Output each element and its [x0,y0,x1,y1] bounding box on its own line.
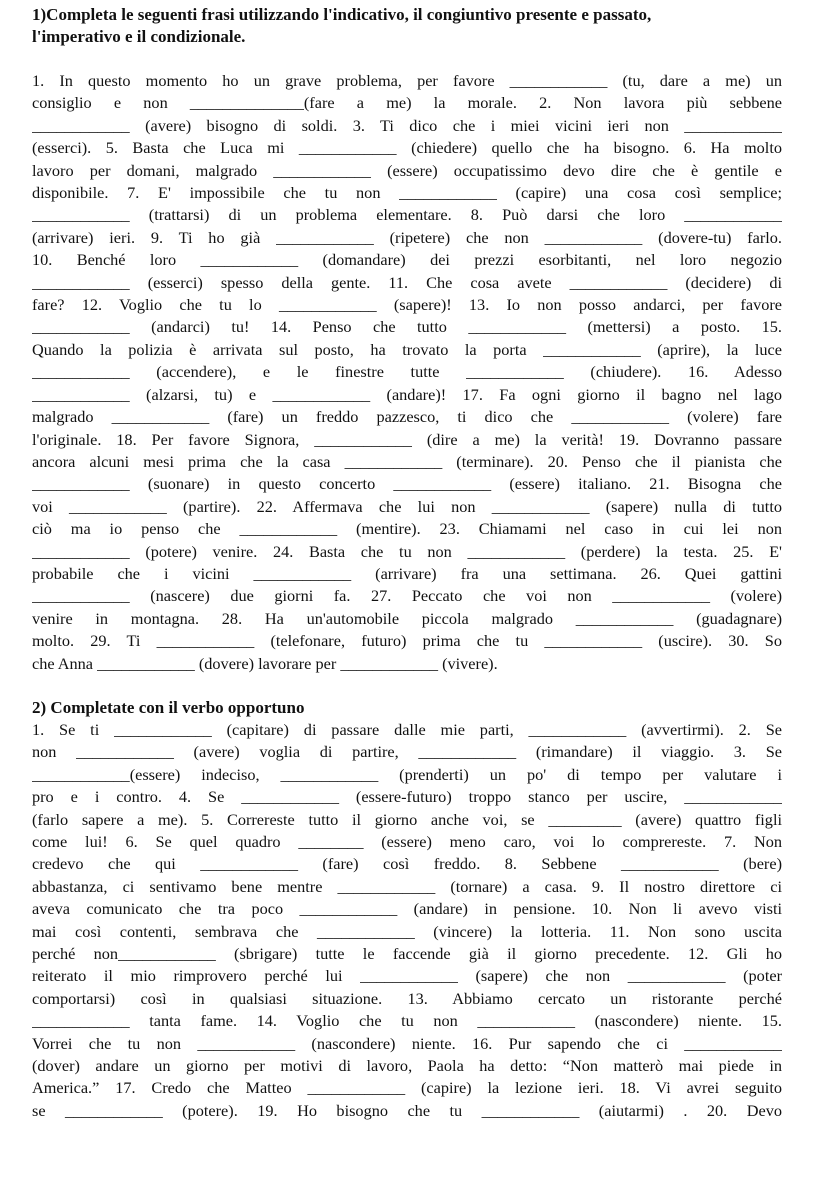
exercise-line: disponibile. 7. E' impossibile che tu non ____________ (capire) una cosa così semplice; [32,183,782,203]
exercise-line: 10. Benché loro ____________ (domandare) dei prezzi esorbitanti, nel loro negozio [32,250,782,270]
exercise-line: malgrado ____________ (fare) un freddo pazzesco, ti dico che ____________ (volere) fare [32,407,782,427]
exercise-line: molto. 29. Ti ____________ (telefonare, futuro) prima che tu ____________ (uscire). 30. So [32,631,782,651]
exercise-line: 1. In questo momento ho un grave problema, per favore ____________ (tu, dare a me) un [32,71,782,90]
exercise-line: (dover) andare un giorno per motivi di lavoro, Paola ha detto: “Non matterò mai piede in [32,1056,782,1076]
exercise-line: ____________ (suonare) in questo concerto ____________ (essere) italiano. 21. Bisogna che [32,474,782,494]
exercise-line: non ____________ (avere) voglia di partire, ____________ (rimandare) il viaggio. 3. Se [32,742,782,762]
exercise-line: l'originale. 18. Per favore Signora, ____________ (dire a me) la verità! 19. Dovranno passare [32,429,782,449]
exercise-line: Quando la polizia è arrivata sul posto, ha trovato la porta ____________ (aprire), la luce [32,339,782,359]
exercise-line: come lui! 6. Se quel quadro ________ (essere) meno caro, voi lo comprereste. 7. Non [32,832,782,851]
exercise-line: ____________(essere) indeciso, ____________ (prenderti) un po' di tempo per valutare i [32,764,782,784]
exercise-line: reiterato il mio rimprovero perché lui ____________ (sapere) che non ____________ (poter [32,966,782,986]
exercise-line: ciò ma io penso che ____________ (mentire). 23. Chiamami nel caso in cui lei non [32,519,782,539]
exercise-line: pro e i contro. 4. Se ____________ (essere-futuro) troppo stanco per uscire, ____________ [32,787,782,807]
exercise-line: ____________ (alzarsi, tu) e ____________ (andare)! 17. Fa ogni giorno il bagno nel lago [32,384,782,404]
exercise-line: ____________ (accendere), e le finestre tutte ____________ (chiudere). 16. Adesso [32,362,782,382]
exercise-line: ____________ (andarci) tu! 14. Penso che tutto ____________ (mettersi) a posto. 15. [32,317,782,337]
section-1-exercise-text [32,70,782,675]
exercise-line: probabile che i vicini ____________ (arrivare) fra una settimana. 26. Quei gattini [32,563,782,583]
exercise-line: abbastanza, ci sentivamo bene mentre ____________ (tornare) a casa. 9. Il nostro direttore ci [32,876,782,896]
exercise-line: consiglio e non ______________(fare a me) la morale. 2. Non lavora più sebbene [32,93,782,113]
exercise-line: aveva comunicato che tra poco ____________ (andare) in pensione. 10. Non li avevo visti [32,899,782,919]
exercise-line: ____________ (esserci) spesso della gente. 11. Che cosa avete ____________ (decidere) di [32,272,782,292]
exercise-line: fare? 12. Voglio che tu lo ____________ (sapere)! 13. Io non posso andarci, per favore [32,295,782,315]
exercise-line: ____________ (avere) bisogno di soldi. 3. Ti dico che i miei vicini ieri non ____________ [32,115,782,135]
exercise-line: ancora alcuni mesi prima che la casa ____________ (terminare). 20. Penso che il pianista che [32,451,782,471]
exercise-line: ____________ tanta fame. 14. Voglio che tu non ____________ (nascondere) niente. 15. [32,1011,782,1031]
section-1-title-line: l'imperativo e il condizionale. [32,27,246,46]
section-1-title-line: 1)Completa le seguenti frasi utilizzando l'indicativo, il congiuntivo presente e passato, [32,5,652,24]
exercise-line: voi ____________ (partire). 22. Affermava che lui non ____________ (sapere) nulla di tutto [32,496,782,516]
section-2-exercise-text [32,719,782,1122]
exercise-line: ____________ (trattarsi) di un problema elementare. 8. Può darsi che loro ____________ [32,205,782,225]
exercise-line: 1. Se ti ____________ (capitare) di passare dalle mie parti, ____________ (avvertirmi). 2. Se [32,719,782,739]
exercise-line: mai così contenti, sembrava che ____________ (vincere) la lotteria. 11. Non sono uscita [32,921,782,941]
exercise-line: Vorrei che tu non ____________ (nascondere) niente. 16. Pur sapendo che ci ____________ [32,1033,782,1053]
exercise-line: che Anna ____________ (dovere) lavorare per ____________ (vivere). [32,653,498,673]
exercise-line: (farlo sapere a me). 5. Correreste tutto il giorno anche voi, se _________ (avere) quattro figli [32,809,782,829]
exercise-line: ____________ (potere) venire. 24. Basta che tu non ____________ (perdere) la testa. 25. E' [32,541,782,561]
exercise-line: America.” 17. Credo che Matteo ____________ (capire) la lezione ieri. 18. Vi avrei seguito [32,1078,782,1098]
exercise-line: credevo che qui ____________ (fare) così freddo. 8. Sebbene ____________ (bere) [32,854,782,874]
section-1-title [32,4,782,48]
exercise-line: perché non____________ (sbrigare) tutte le faccende già il giorno precedente. 12. Gli ho [32,944,782,964]
exercise-line: (esserci). 5. Basta che Luca mi ____________ (chiedere) quello che ha bisogno. 6. Ha molto [32,138,782,158]
exercise-line: ____________ (nascere) due giorni fa. 27. Peccato che voi non ____________ (volere) [32,586,782,606]
exercise-line: venire in montagna. 28. Ha un'automobile piccola malgrado ____________ (guadagnare) [32,608,782,628]
section-2-title: 2) Completate con il verbo opportuno [32,697,305,717]
exercise-line: lavoro per domani, malgrado ____________ (essere) occupatissimo devo dire che è gentile e [32,160,782,180]
exercise-line: (arrivare) ieri. 9. Ti ho già ____________ (ripetere) che non ____________ (dovere-tu) farlo. [32,227,782,247]
exercise-line: se ____________ (potere). 19. Ho bisogno che tu ____________ (aiutarmi) . 20. Devo [32,1100,782,1120]
exercise-line: comportarsi) così in qualsiasi situazione. 13. Abbiamo cercato un ristorante perché [32,988,782,1008]
